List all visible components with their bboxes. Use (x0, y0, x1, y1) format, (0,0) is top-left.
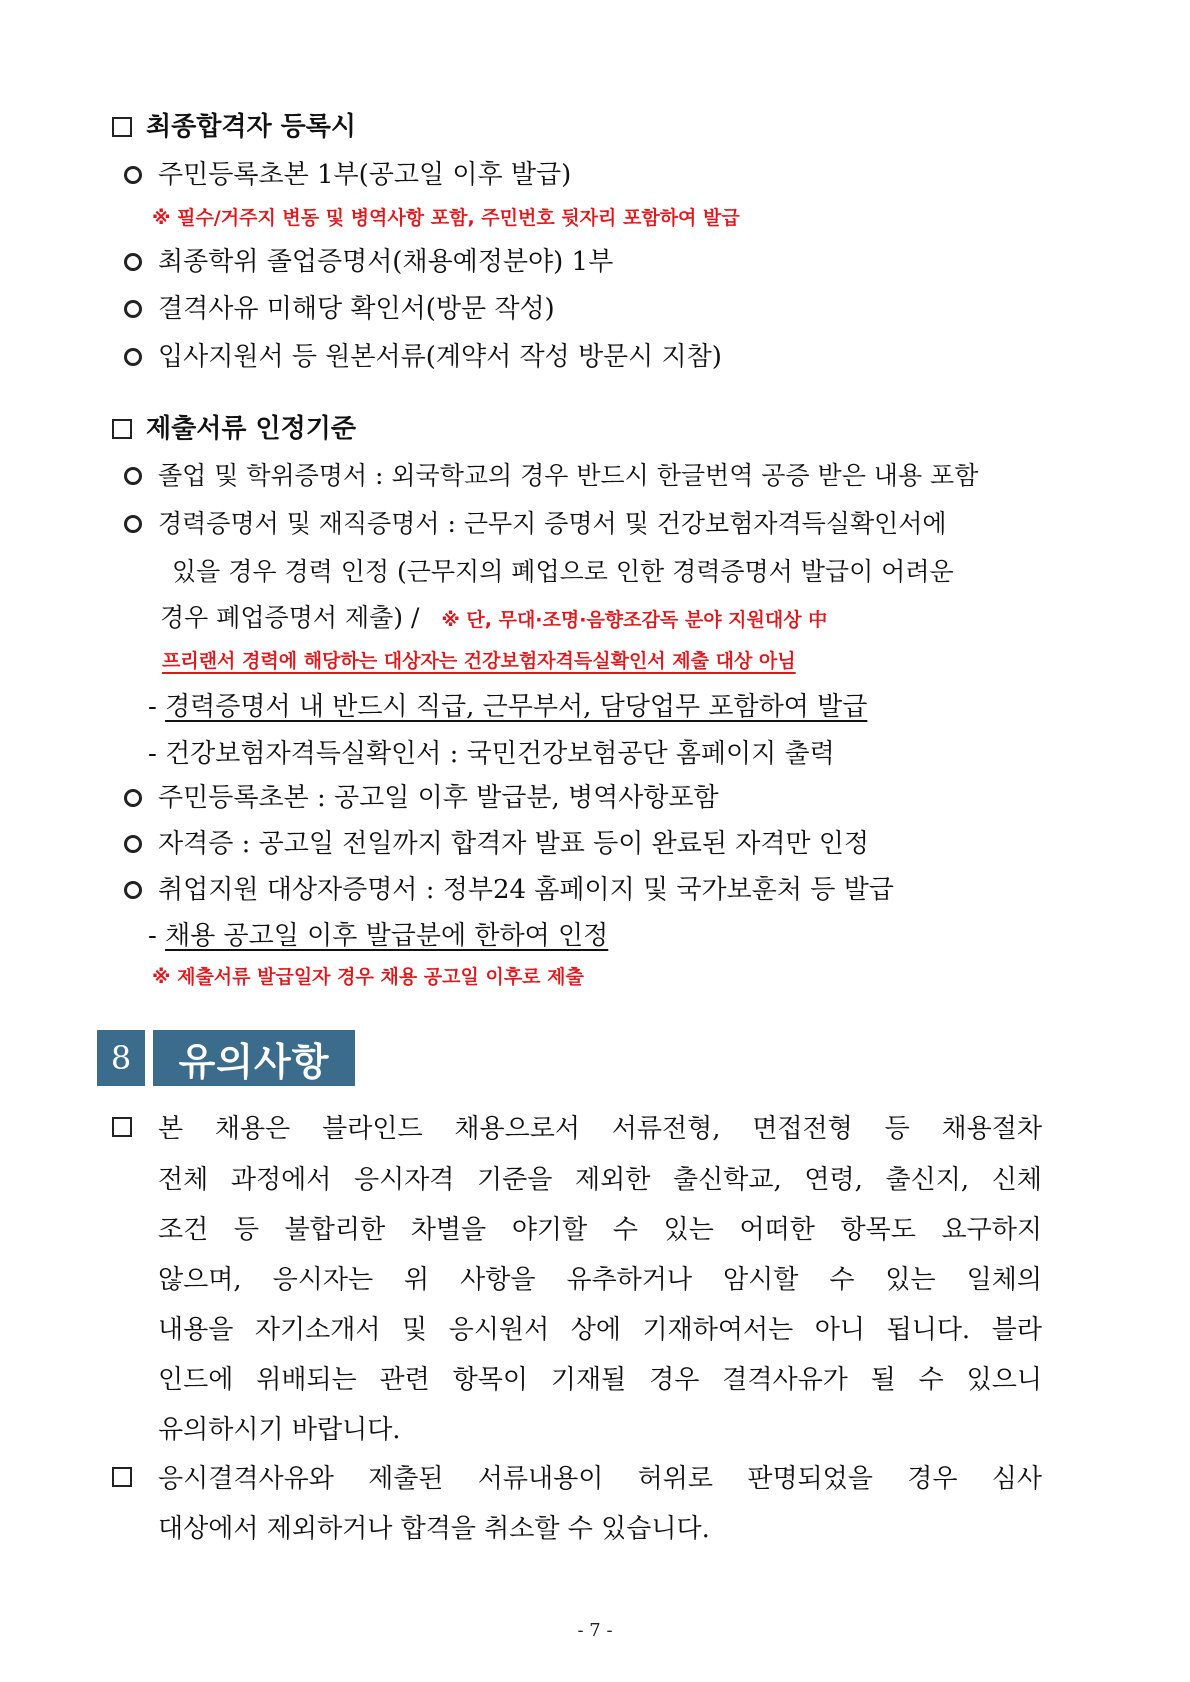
dash-icon: - (148, 739, 166, 769)
checkbox-square-icon (112, 117, 132, 137)
list-item-continuation: 있을 경우 경력 인정 (근무지의 폐업으로 인한 경력증명서 발급이 어려운 (172, 557, 954, 586)
bullet-circle-icon (124, 300, 142, 318)
paragraph-line: 내용을 자기소개서 및 응시원서 상에 기재하여서는 아니 됩니다. 블라 (158, 1315, 1042, 1345)
paragraph-line: 본 채용은 블라인드 채용으로서 서류전형, 면접전형 등 채용절차 (158, 1114, 1042, 1144)
paragraph-line: 조건 등 불합리한 차별을 야기할 수 있는 어떠한 항목도 요구하지 (158, 1215, 1042, 1245)
dash-icon: - (148, 921, 166, 951)
list-item: 취업지원 대상자증명서 : 정부24 홈페이지 및 국가보훈처 등 발급 (124, 869, 894, 906)
page-number: - 7 - (577, 1620, 613, 1641)
sub-item: - 경력증명서 내 반드시 직급, 근무부서, 담당업무 포함하여 발급 (148, 692, 868, 722)
paragraph-line: 않으며, 응시자는 위 사항을 유추하거나 암시할 수 있는 일체의 (158, 1265, 1042, 1295)
section-8-heading (97, 1030, 355, 1086)
paragraph-line: 대상에서 제외하거나 합격을 취소할 수 있습니다. (158, 1514, 710, 1544)
bullet-circle-icon (124, 789, 142, 807)
dash-icon: - (148, 692, 166, 722)
paragraph-line: 전체 과정에서 응시자격 기준을 제외한 출신학교, 연령, 출신지, 신체 (158, 1165, 1042, 1195)
checkbox-square-icon (112, 1467, 132, 1487)
checkbox-square-icon (112, 1117, 132, 1137)
bullet-circle-icon (124, 835, 142, 853)
bullet-circle-icon (124, 515, 142, 533)
paragraph-line: 유의하시기 바랍니다. (158, 1415, 401, 1445)
checkbox-square-icon-row (112, 1462, 146, 1492)
section-title: 유의사항 (153, 1030, 355, 1086)
red-note: ※ 필수/거주지 변동 및 병역사항 포함, 주민번호 뒷자리 포함하여 발급 (152, 207, 740, 229)
list-item: 입사지원서 등 원본서류(계약서 작성 방문시 지참) (124, 336, 722, 373)
bullet-circle-icon (124, 253, 142, 271)
list-item-continuation: 경우 폐업증명서 제출) / ※ 단, 무대·조명·음향조감독 분야 지원대상 中 (160, 603, 828, 632)
final-registration-header: 최종합격자 등록시 (112, 106, 356, 143)
bullet-circle-icon (124, 881, 142, 899)
doc-criteria-header: 제출서류 인정기준 (112, 408, 356, 445)
checkbox-square-icon-row (112, 1112, 146, 1142)
list-item: 경력증명서 및 재직증명서 : 근무지 증명서 및 건강보험자격득실확인서에 (124, 504, 947, 540)
sub-item: - 채용 공고일 이후 발급분에 한하여 인정 (148, 921, 609, 951)
list-item: 졸업 및 학위증명서 : 외국학교의 경우 반드시 한글번역 공증 받은 내용 포함 (124, 456, 978, 492)
checkbox-square-icon (112, 419, 132, 439)
red-note-underlined: 프리랜서 경력에 해당하는 대상자는 건강보험자격득실확인서 제출 대상 아님 (162, 650, 796, 672)
list-item: 최종학위 졸업증명서(채용예정분야) 1부 (124, 241, 613, 278)
paragraph-line: 응시결격사유와 제출된 서류내용이 허위로 판명되었을 경우 심사 (158, 1464, 1042, 1494)
list-item: 주민등록초본 1부(공고일 이후 발급) (124, 154, 571, 191)
bullet-circle-icon (124, 166, 142, 184)
red-note: ※ 단, 무대·조명·음향조감독 분야 지원대상 中 (441, 609, 828, 631)
list-item: 결격사유 미해당 확인서(방문 작성) (124, 288, 555, 325)
paragraph-line: 인드에 위배되는 관련 항목이 기재될 경우 결격사유가 될 수 있으니 (158, 1365, 1042, 1395)
bullet-circle-icon (124, 467, 142, 485)
list-item: 자격증 : 공고일 전일까지 합격자 발표 등이 완료된 자격만 인정 (124, 823, 869, 860)
sub-item: - 건강보험자격득실확인서 : 국민건강보험공단 홈페이지 출력 (148, 739, 835, 769)
list-item: 주민등록초본 : 공고일 이후 발급분, 병역사항포함 (124, 777, 719, 814)
red-note: ※ 제출서류 발급일자 경우 채용 공고일 이후로 제출 (152, 966, 584, 988)
bullet-circle-icon (124, 348, 142, 366)
section-number: 8 (97, 1030, 145, 1086)
